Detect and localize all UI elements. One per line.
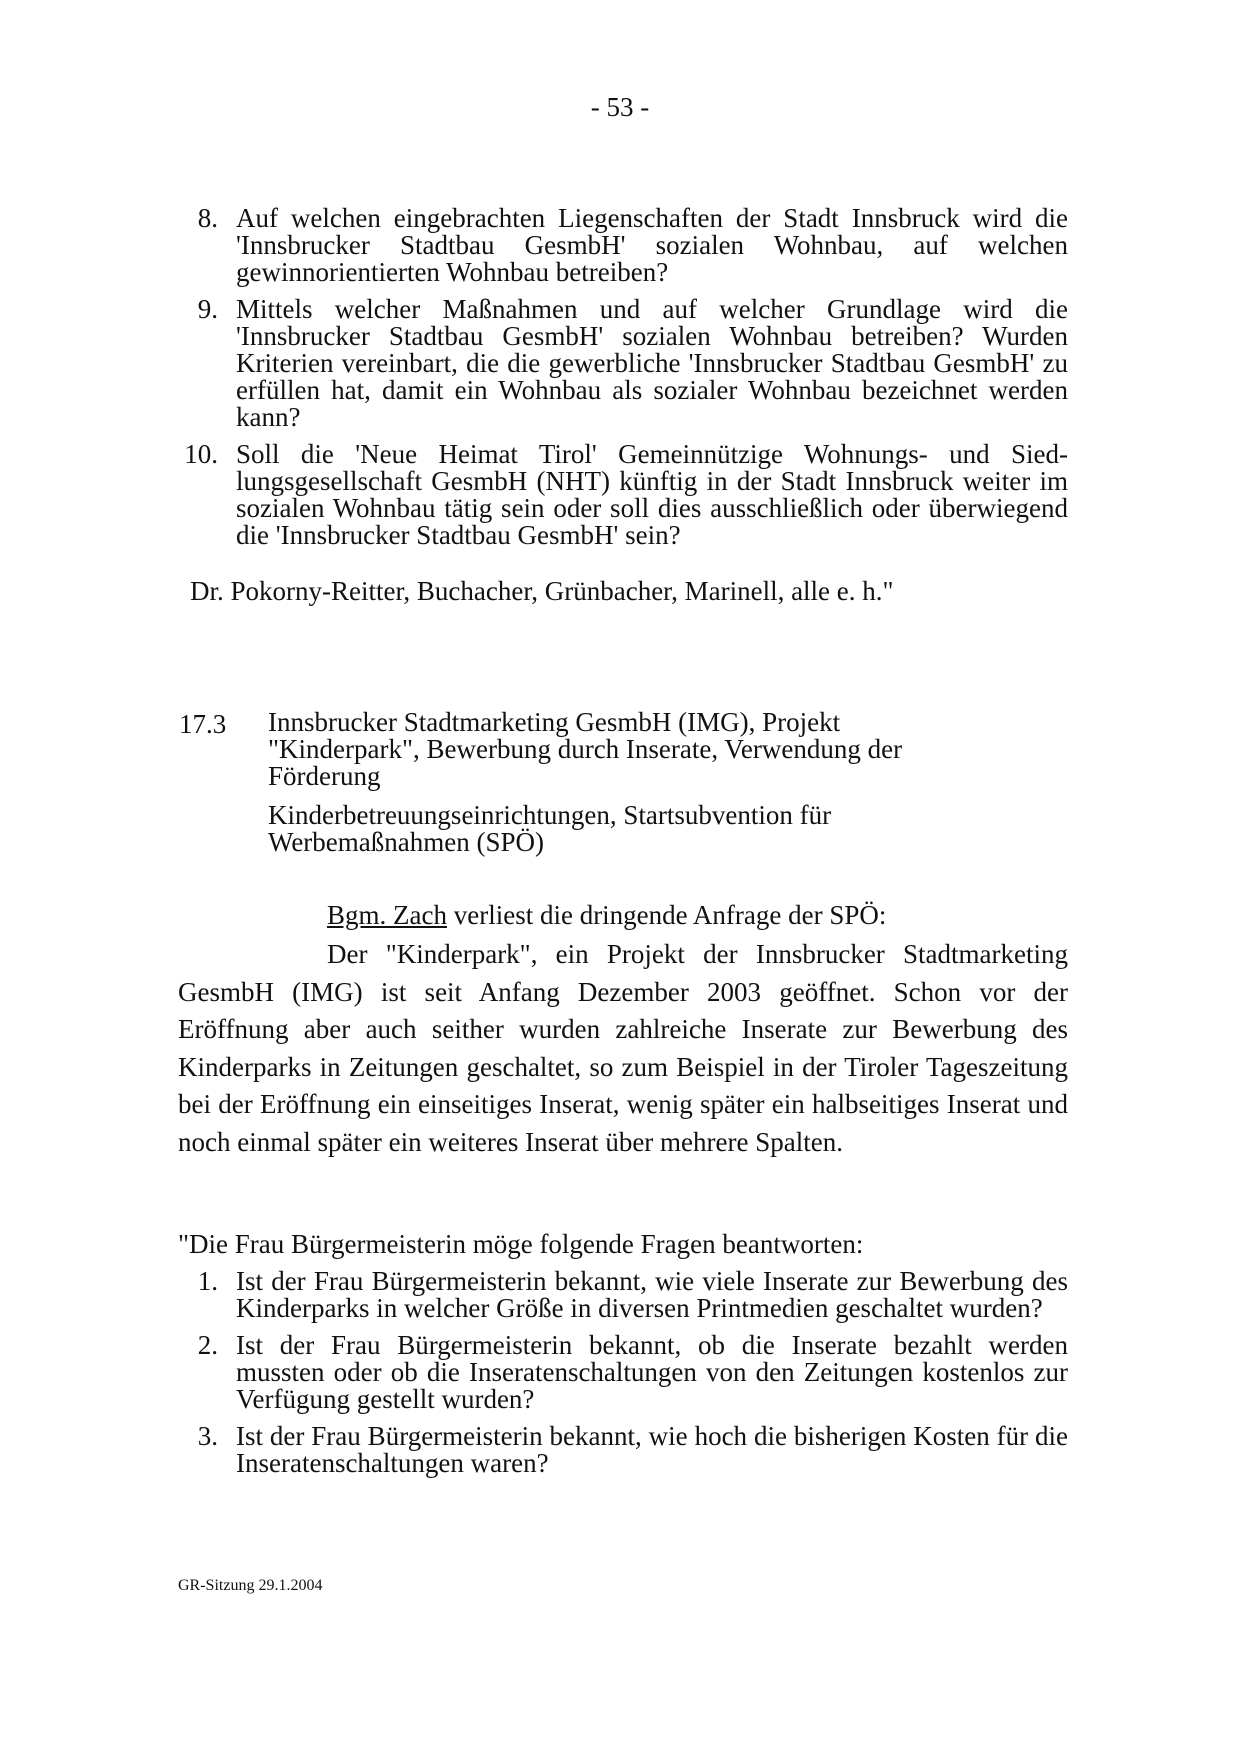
list-item bbox=[178, 1332, 1068, 1413]
signature-line: Dr. Pokorny-Reitter, Buchacher, Grünbacher, Marinell, alle e. h." bbox=[190, 576, 894, 606]
list-item-text: Mittels welcher Maßnahmen und auf welcher Grundlage wird die 'Innsbrucker Stadtbau GesmbH' sozialen Wohnbau betreiben? Wurden Kriterien vereinbart, die die gewerbliche 'Innsbrucker Stadtbau GesmbH' zu erfüllen hat, damit ein Wohnbau als sozialer Wohnbau bezeichnet werden kann? bbox=[236, 294, 1068, 432]
list-item-number: 9. bbox=[197, 294, 218, 324]
list-item-text: Ist der Frau Bürgermeisterin bekannt, wie viele Inserate zur Bewerbung des Kinderparks in welcher Größe in diversen Printmedien geschaltet wurden? bbox=[236, 1266, 1068, 1323]
list-item-number: 10. bbox=[184, 439, 218, 469]
body-paragraph: Der "Kinderpark", ein Projekt der Innsbrucker Stadtmarketing GesmbH (IMG) ist seit Anfang Dezember 2003 geöffnet. Schon vor der Eröffnung aber auch seither wurden zahlreiche Inserate zur Bewerbung des Kinderparks in Zeitungen geschaltet, so zum Beispiel in der Tiroler Tageszeitung bei der Eröffnung ein einseitiges Inserat, wenig später ein halbseitiges Inserat und noch einmal später ein weiteres Inserat über mehrere Spalten. bbox=[178, 939, 1068, 1157]
list-item bbox=[178, 205, 1068, 286]
list-item-number: 2. bbox=[197, 1330, 218, 1360]
list-item-text: Soll die 'Neue Heimat Tirol' Gemeinnützige Wohnungs- und Siedlungsgesellschaft GesmbH (NHT) künftig in der Stadt Innsbruck weiter im sozialen Wohnbau tätig sein oder soll dies ausschließlich oder überwiegend die 'Innsbrucker Stadtbau GesmbH' sein? bbox=[236, 439, 1068, 550]
speaker-name: Bgm. Zach bbox=[327, 900, 447, 930]
footer-session-date: GR-Sitzung 29.1.2004 bbox=[178, 1577, 323, 1594]
list-item bbox=[178, 296, 1068, 431]
list-item bbox=[178, 441, 1068, 549]
section-title: Innsbrucker Stadtmarketing GesmbH (IMG), Projekt "Kinderpark", Bewerbung durch Inserate, Verwendung der Förderung bbox=[268, 707, 903, 791]
list-item bbox=[178, 1423, 1068, 1477]
question-list-advertising bbox=[178, 1268, 1068, 1487]
list-item-number: 1. bbox=[197, 1266, 218, 1296]
list-item-text: Ist der Frau Bürgermeisterin bekannt, ob die Inserate bezahlt werden mussten oder ob die Inseratenschaltungen von den Zeitungen kostenlos zur Verfügung gestellt wurden? bbox=[236, 1330, 1068, 1414]
question-intro: "Die Frau Bürgermeisterin möge folgende Fragen beantworten: bbox=[178, 1229, 864, 1259]
page-number: - 53 - bbox=[590, 92, 650, 122]
speaker-line bbox=[327, 900, 886, 931]
list-item-text: Auf welchen eingebrachten Liegenschaften der Stadt Innsbruck wird die 'Innsbrucker Stadtbau GesmbH' sozialen Wohnbau, auf welchen gewinnorientierten Wohnbau betreiben? bbox=[236, 203, 1068, 287]
list-item-number: 8. bbox=[197, 203, 218, 233]
question-list-housing bbox=[178, 205, 1068, 559]
section-number: 17.3 bbox=[179, 709, 227, 739]
speaker-statement: verliest die dringende Anfrage der SPÖ: bbox=[446, 900, 887, 930]
list-item-number: 3. bbox=[197, 1421, 218, 1451]
list-item bbox=[178, 1268, 1068, 1322]
section-subtitle: Kinderbetreuungseinrichtungen, Startsubvention für Werbemaßnahmen (SPÖ) bbox=[268, 800, 832, 857]
list-item-text: Ist der Frau Bürgermeisterin bekannt, wie hoch die bisherigen Kosten für die Inseratenschaltungen waren? bbox=[236, 1421, 1068, 1478]
